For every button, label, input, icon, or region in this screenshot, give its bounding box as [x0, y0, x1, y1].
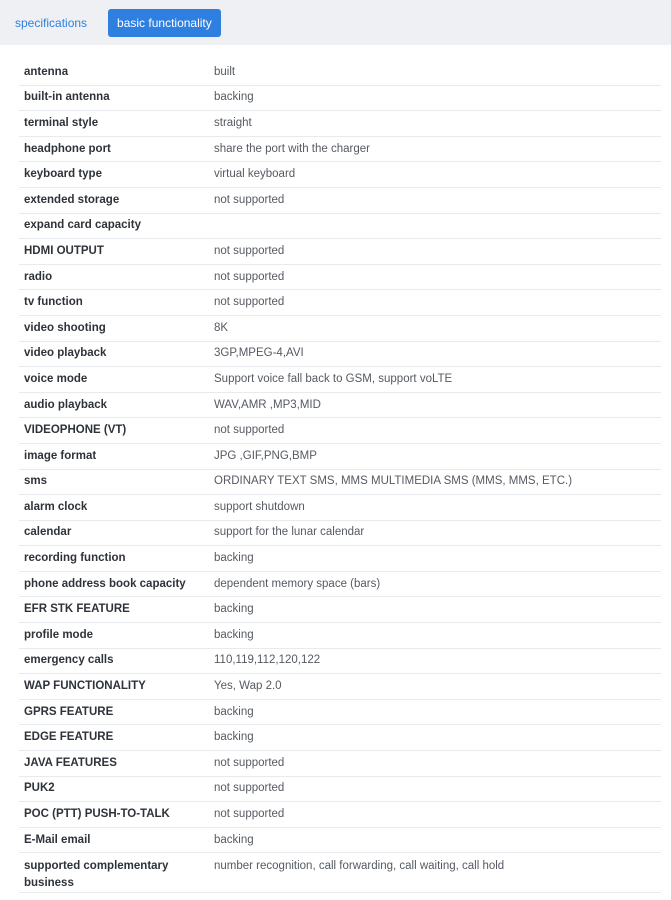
table-row	[19, 316, 661, 342]
row-value: backing	[214, 603, 254, 616]
row-value: not supported	[214, 270, 285, 283]
table-row	[19, 418, 661, 444]
row-label: image format	[24, 449, 97, 462]
row-label: calendar	[24, 526, 72, 539]
table-row	[19, 828, 661, 854]
table-row	[19, 521, 661, 547]
row-label: supported complementary business	[24, 860, 169, 890]
row-value: share the port with the charger	[214, 142, 370, 155]
row-value: not supported	[214, 244, 285, 257]
row-value: not supported	[214, 193, 285, 206]
table-row	[19, 572, 661, 598]
table-row	[19, 162, 661, 188]
table-row	[19, 495, 661, 521]
table-row	[19, 546, 661, 572]
table-row	[19, 60, 661, 86]
row-value: ORDINARY TEXT SMS, MMS MULTIMEDIA SMS (MMS, MMS, ETC.)	[214, 475, 573, 488]
table-row	[19, 265, 661, 291]
row-value: backing	[214, 628, 254, 641]
table-row	[19, 214, 661, 240]
row-label: GPRS FEATURE	[24, 705, 114, 718]
row-label: audio playback	[24, 398, 108, 411]
table-row	[19, 111, 661, 137]
row-value: Yes, Wap 2.0	[214, 680, 282, 693]
row-label: keyboard type	[24, 168, 102, 181]
row-value: 110,119,112,120,122	[214, 654, 321, 667]
row-value: WAV,AMR ,MP3,MID	[214, 398, 321, 411]
row-label: JAVA FEATURES	[24, 756, 117, 769]
row-label: radio	[24, 270, 53, 283]
row-label: antenna	[24, 65, 69, 78]
row-value: JPG ,GIF,PNG,BMP	[214, 449, 317, 462]
row-label: VIDEOPHONE (VT)	[24, 424, 127, 437]
row-value: dependent memory space (bars)	[214, 577, 381, 590]
table-row	[19, 367, 661, 393]
table-row	[19, 393, 661, 419]
row-label: terminal style	[24, 116, 99, 129]
row-value: straight	[214, 116, 252, 129]
row-label: recording function	[24, 552, 126, 565]
tab-bar	[0, 0, 671, 45]
table-row	[19, 777, 661, 803]
row-label: tv function	[24, 296, 83, 309]
row-label: EFR STK FEATURE	[24, 603, 130, 616]
row-label: HDMI OUTPUT	[24, 244, 104, 257]
row-value: not supported	[214, 424, 285, 437]
row-label: WAP FUNCTIONALITY	[24, 680, 146, 693]
row-value: support shutdown	[214, 500, 305, 513]
row-value: virtual keyboard	[214, 168, 296, 181]
row-value: not supported	[214, 296, 285, 309]
table-row	[19, 137, 661, 163]
row-label: voice mode	[24, 372, 88, 385]
row-value: backing	[214, 833, 254, 846]
row-label: phone address book capacity	[24, 577, 186, 590]
row-value: backing	[214, 731, 254, 744]
row-label: expand card capacity	[24, 219, 141, 232]
row-value: backing	[214, 552, 254, 565]
table-row	[19, 623, 661, 649]
row-label: PUK2	[24, 782, 55, 795]
tab-basic-functionality[interactable]: basic functionality	[108, 9, 221, 37]
row-value: built	[214, 65, 236, 78]
table-row	[19, 342, 661, 368]
tab-specifications[interactable]: specifications	[15, 15, 88, 30]
table-row	[19, 444, 661, 470]
table-row	[19, 751, 661, 777]
row-label: E-Mail email	[24, 833, 91, 846]
row-value: support for the lunar calendar	[214, 526, 365, 539]
table-row	[19, 86, 661, 112]
table-row	[19, 700, 661, 726]
row-label: headphone port	[24, 142, 111, 155]
row-value: backing	[214, 705, 254, 718]
row-value: 3GP,MPEG-4,AVI	[214, 347, 304, 360]
row-label: emergency calls	[24, 654, 114, 667]
row-value: backing	[214, 91, 254, 104]
row-value: number recognition, call forwarding, call waiting, call hold	[214, 860, 505, 873]
spec-table	[19, 60, 661, 893]
row-label: video playback	[24, 347, 107, 360]
row-value: Support voice fall back to GSM, support voLTE	[214, 372, 453, 385]
table-row	[19, 239, 661, 265]
table-row	[19, 725, 661, 751]
row-label: profile mode	[24, 628, 94, 641]
table-row	[19, 290, 661, 316]
table-row	[19, 597, 661, 623]
table-row	[19, 188, 661, 214]
row-label: built-in antenna	[24, 91, 110, 104]
row-label: video shooting	[24, 321, 106, 334]
table-row	[19, 802, 661, 828]
row-value: 8K	[214, 321, 229, 334]
row-value: not supported	[214, 808, 285, 821]
row-value: not supported	[214, 782, 285, 795]
row-value: not supported	[214, 756, 285, 769]
row-label: extended storage	[24, 193, 120, 206]
row-label: sms	[24, 475, 48, 488]
table-row	[19, 853, 661, 893]
row-label: alarm clock	[24, 500, 88, 513]
table-row	[19, 674, 661, 700]
row-label: POC (PTT) PUSH-TO-TALK	[24, 808, 170, 821]
table-row	[19, 649, 661, 675]
row-label: EDGE FEATURE	[24, 731, 114, 744]
table-row	[19, 470, 661, 496]
